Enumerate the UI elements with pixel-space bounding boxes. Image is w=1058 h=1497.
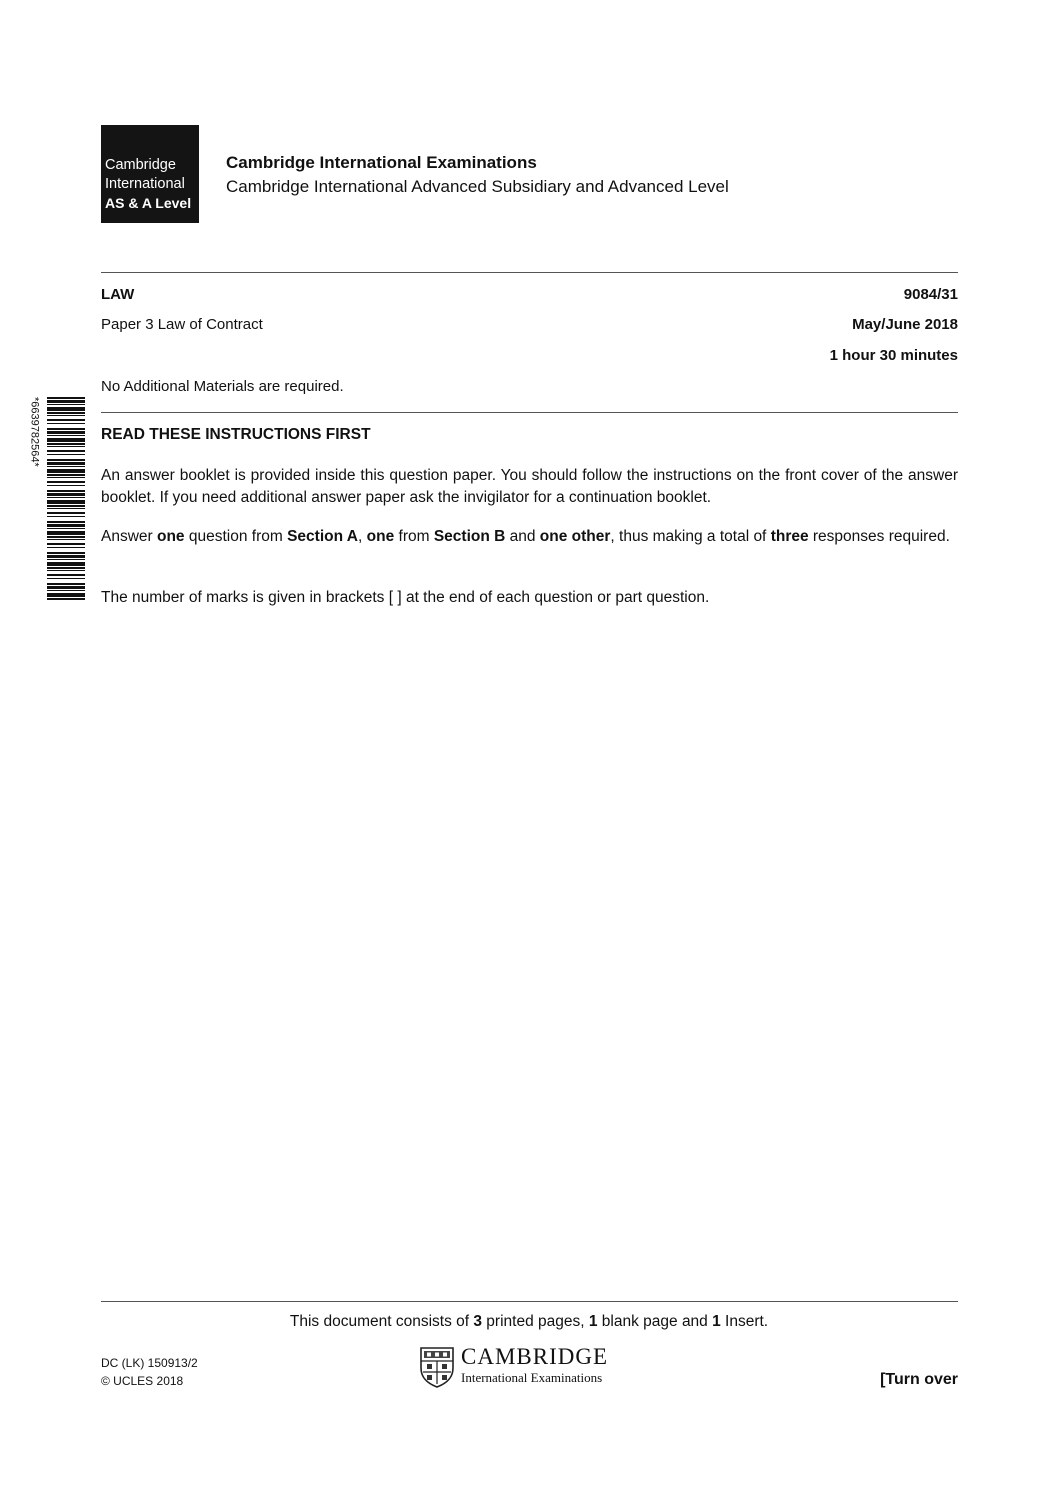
turn-over-label: [Turn over bbox=[880, 1371, 958, 1388]
barcode-bar bbox=[47, 531, 85, 535]
barcode-bar bbox=[47, 477, 85, 478]
barcode-bar bbox=[47, 459, 85, 461]
paper-code: 9084/31 bbox=[903, 286, 958, 303]
reference-code: DC (LK) 150913/2 bbox=[101, 1356, 198, 1370]
barcode-icon bbox=[47, 397, 85, 601]
barcode-bar bbox=[47, 508, 85, 509]
page-count-note: This document consists of 3 printed pages, 1 blank page and 1 Insert. bbox=[289, 1313, 769, 1330]
barcode-bar bbox=[47, 574, 85, 576]
barcode-bar bbox=[47, 407, 85, 411]
barcode-bar bbox=[47, 578, 85, 579]
barcode-bar bbox=[47, 485, 85, 486]
instructions-divider bbox=[101, 412, 958, 413]
barcode-digit-text: *6639782564* bbox=[28, 397, 41, 467]
header-title: Cambridge International Examinations bbox=[226, 153, 537, 172]
crest-icon bbox=[418, 1346, 456, 1388]
barcode-bar bbox=[47, 415, 85, 416]
materials-note: No Additional Materials are required. bbox=[101, 378, 344, 395]
barcode-bar bbox=[47, 524, 85, 527]
barcode-bar bbox=[47, 586, 85, 589]
instructions-heading: READ THESE INSTRUCTIONS FIRST bbox=[101, 426, 371, 443]
barcode-bar bbox=[47, 567, 85, 569]
instructions-paragraph-1: An answer booklet is provided inside this question paper. You should follow the instructions on the front cover of the answer booklet. If you need additional answer paper ask the invigilator for a continuation booklet. bbox=[101, 467, 958, 506]
barcode-bar bbox=[47, 443, 85, 445]
barcode-bar bbox=[47, 428, 85, 430]
subject-title: LAW bbox=[101, 286, 135, 303]
barcode-bar bbox=[47, 454, 85, 455]
barcode-digits bbox=[27, 397, 43, 601]
barcode-bar bbox=[47, 512, 85, 514]
barcode-bar bbox=[47, 536, 85, 538]
barcode-bar bbox=[47, 583, 85, 585]
barcode-bar bbox=[47, 412, 85, 414]
instructions-paragraph-3: The number of marks is given in brackets [ ] at the end of each question or part question. bbox=[101, 589, 710, 606]
logo-line-1: Cambridge bbox=[105, 157, 176, 173]
barcode-bar bbox=[47, 438, 85, 442]
barcode-bar bbox=[47, 552, 85, 554]
barcode-bar bbox=[47, 500, 85, 504]
barcode-bar bbox=[47, 562, 85, 566]
barcode-bar bbox=[47, 435, 85, 436]
footer-divider bbox=[101, 1301, 958, 1302]
barcode-bar bbox=[47, 423, 85, 424]
paper-title: Paper 3 Law of Contract bbox=[101, 316, 263, 333]
barcode-bar bbox=[47, 400, 85, 403]
barcode-bar bbox=[47, 481, 85, 483]
barcode-bar bbox=[47, 404, 85, 405]
barcode-bar bbox=[47, 521, 85, 523]
barcode-bar bbox=[47, 547, 85, 548]
barcode-bar bbox=[47, 539, 85, 540]
barcode-bar bbox=[47, 516, 85, 517]
top-divider bbox=[101, 272, 958, 273]
barcode-bar bbox=[47, 505, 85, 507]
copyright: © UCLES 2018 bbox=[101, 1374, 184, 1388]
cambridge-logo bbox=[101, 125, 199, 223]
barcode-bar bbox=[47, 598, 85, 600]
barcode-bar bbox=[47, 528, 85, 529]
barcode-bar bbox=[47, 559, 85, 560]
barcode-bar bbox=[47, 493, 85, 496]
barcode-bar bbox=[47, 490, 85, 492]
barcode-bar bbox=[47, 419, 85, 421]
barcode-bar bbox=[47, 466, 85, 467]
barcode-bar bbox=[47, 462, 85, 465]
header-subtitle: Cambridge International Advanced Subsidiary and Advanced Level bbox=[226, 177, 729, 196]
barcode-bar bbox=[47, 497, 85, 498]
barcode-bar bbox=[47, 397, 85, 399]
document-reference bbox=[101, 1354, 198, 1390]
barcode-bar bbox=[47, 450, 85, 452]
barcode-bar bbox=[47, 570, 85, 571]
logo-line-2: International bbox=[105, 176, 185, 192]
exam-session: May/June 2018 bbox=[852, 316, 958, 333]
instructions-paragraph-2: Answer one question from Section A, one from Section B and one other, thus making a total of three responses required. bbox=[101, 528, 950, 545]
logo-line-3: AS & A Level bbox=[105, 195, 192, 211]
cambridge-wordmark: CAMBRIDGE bbox=[461, 1344, 609, 1369]
barcode-bar bbox=[47, 543, 85, 545]
exam-duration: 1 hour 30 minutes bbox=[829, 347, 958, 364]
barcode-bar bbox=[47, 474, 85, 476]
barcode-bar bbox=[47, 446, 85, 447]
cambridge-wordmark-subtitle: International Examinations bbox=[461, 1370, 603, 1385]
barcode-bar bbox=[47, 555, 85, 558]
barcode-bar bbox=[47, 593, 85, 597]
barcode-bar bbox=[47, 590, 85, 591]
barcode-bar bbox=[47, 431, 85, 434]
barcode-bar bbox=[47, 469, 85, 473]
